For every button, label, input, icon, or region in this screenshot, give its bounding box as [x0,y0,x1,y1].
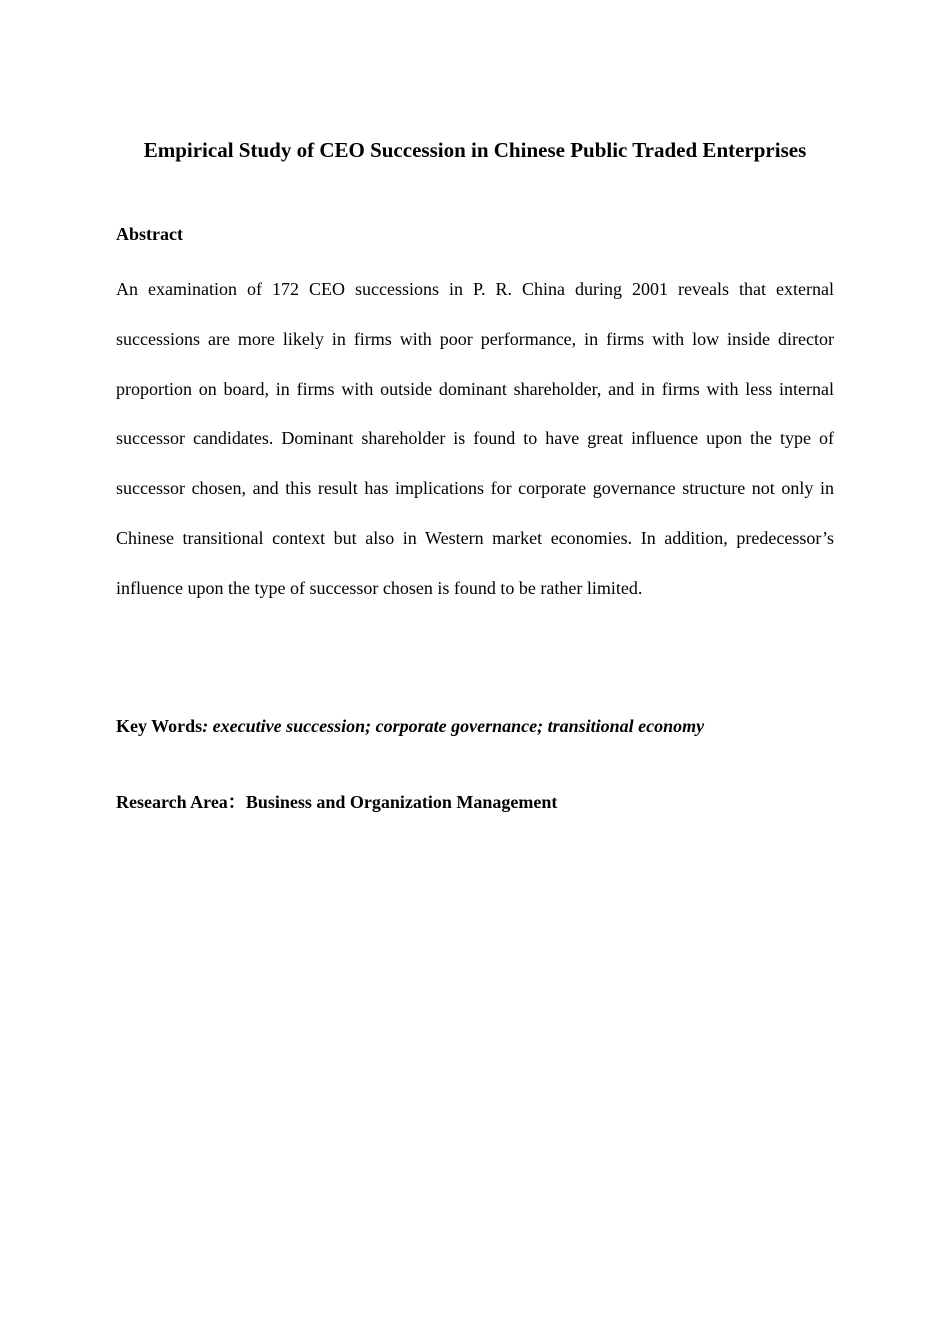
paper-title: Empirical Study of CEO Succession in Chinese Public Traded Enterprises [143,138,807,162]
keywords-label: Key Words [116,716,203,736]
research-area-line [116,789,557,815]
keywords-values: : executive succession; corporate governance; transitional economy [202,716,705,736]
research-area-label: Research Area： [116,792,246,812]
research-area-value: Business and Organization Management [245,792,558,812]
abstract-body: An examination of 172 CEO successions in P. R. China during 2001 reveals that external successions are more likely in firms with poor performance, in firms with low inside director proportion on board, in firms with outside dominant shareholder, and in firms with less internal successor candidates. Dominant shareholder is found to have great influence upon the type of successor chosen, and this result has implications for corporate governance structure not only in Chinese transitional context but also in Western market economies. In addition, predecessor’s influence upon the type of successor chosen is found to be rather limited. [116,279,834,598]
abstract-heading: Abstract [116,224,183,244]
keywords-line [116,713,704,739]
